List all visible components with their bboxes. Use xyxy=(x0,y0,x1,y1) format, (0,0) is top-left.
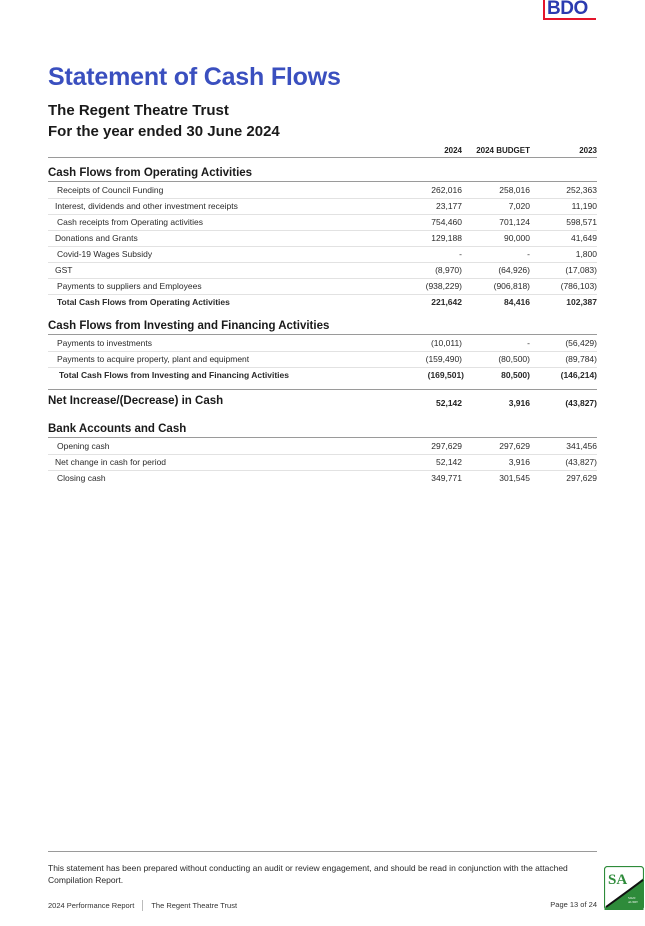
value-budget: 80,500) xyxy=(501,370,530,380)
table-row xyxy=(48,182,597,199)
report-name: 2024 Performance Report xyxy=(48,901,135,910)
table-row xyxy=(48,262,597,279)
net-divider xyxy=(48,389,597,390)
value-budget: - xyxy=(527,338,530,348)
value-budget: (80,500) xyxy=(498,354,530,364)
page-number: Page 13 of 24 xyxy=(550,900,597,909)
value-budget: 301,545 xyxy=(499,473,530,483)
value-2023: (89,784) xyxy=(565,354,597,364)
section-heading-bank: Bank Accounts and Cash xyxy=(48,423,187,435)
reporting-period: For the year ended 30 June 2024 xyxy=(48,123,280,140)
svg-text:AUDIT: AUDIT xyxy=(628,900,638,904)
page-title: Statement of Cash Flows xyxy=(48,63,341,91)
svg-text:SA: SA xyxy=(608,872,628,888)
value-2023: (146,214) xyxy=(560,370,597,380)
row-label: Interest, dividends and other investment receipts xyxy=(55,201,238,211)
row-label: Net change in cash for period xyxy=(55,457,167,467)
value-2024: 52,142 xyxy=(436,398,462,408)
value-2023: 252,363 xyxy=(566,185,597,195)
logo-bar-vertical xyxy=(543,0,545,20)
column-header-2024-budget: 2024 BUDGET xyxy=(476,146,530,155)
value-2024: 262,016 xyxy=(431,185,462,195)
table-row xyxy=(48,335,597,352)
value-budget: 84,416 xyxy=(504,297,530,307)
net-change-label: Net Increase/(Decrease) in Cash xyxy=(48,395,224,407)
value-2023: 297,629 xyxy=(566,473,597,483)
value-2023: 341,456 xyxy=(566,441,597,451)
value-budget: 3,916 xyxy=(508,398,530,408)
table-row xyxy=(48,438,597,455)
value-2024: 52,142 xyxy=(436,457,462,467)
table-row xyxy=(48,278,597,295)
value-2023: (43,827) xyxy=(565,398,597,408)
footer-separator xyxy=(142,900,143,911)
footer-divider xyxy=(48,851,597,852)
total-row-operating xyxy=(48,294,597,310)
row-label: Receipts of Council Funding xyxy=(57,185,164,195)
net-change-row xyxy=(48,395,597,413)
value-2024: 129,188 xyxy=(431,233,462,243)
value-2024: (10,011) xyxy=(430,338,462,348)
header-divider xyxy=(48,157,597,158)
value-2024: (159,490) xyxy=(425,354,462,364)
row-label: Payments to suppliers and Employees xyxy=(57,281,202,291)
row-label: Total Cash Flows from Investing and Financing Activities xyxy=(59,370,290,380)
value-2024: 297,629 xyxy=(431,441,462,451)
row-label: GST xyxy=(55,265,73,275)
value-budget: 701,124 xyxy=(499,217,530,227)
value-2023: 1,800 xyxy=(575,249,597,259)
table-row xyxy=(48,246,597,263)
value-2023: 598,571 xyxy=(566,217,597,227)
value-budget: 258,016 xyxy=(499,185,530,195)
value-budget: 3,916 xyxy=(508,457,530,467)
value-budget: 7,020 xyxy=(508,201,530,211)
value-2024: - xyxy=(459,249,462,259)
value-2023: 41,649 xyxy=(571,233,597,243)
row-label: Closing cash xyxy=(57,473,106,483)
value-budget: 90,000 xyxy=(504,233,530,243)
section-heading-operating: Cash Flows from Operating Activities xyxy=(48,167,253,179)
row-label: Donations and Grants xyxy=(55,233,138,243)
row-label: Total Cash Flows from Operating Activities xyxy=(57,297,230,307)
row-label: Payments to investments xyxy=(57,338,152,348)
sign-audit-badge-icon xyxy=(604,866,644,910)
value-2024: (8,970) xyxy=(435,265,462,275)
row-label: Cash receipts from Operating activities xyxy=(57,217,203,227)
value-2023: (786,103) xyxy=(560,281,597,291)
value-2023: (17,083) xyxy=(565,265,597,275)
disclaimer-text: This statement has been prepared without conducting an audit or review engagement, and should be read in conjunction with the attached Compilation Report. xyxy=(48,863,568,885)
table-row xyxy=(48,351,597,368)
total-row-investing xyxy=(48,367,597,383)
column-header-2024: 2024 xyxy=(444,146,462,155)
table-row xyxy=(48,198,597,215)
value-budget: 297,629 xyxy=(499,441,530,451)
value-2023: 11,190 xyxy=(571,201,597,211)
value-budget: - xyxy=(527,249,530,259)
column-header-2023: 2023 xyxy=(579,146,597,155)
table-row xyxy=(48,454,597,471)
bdo-logo xyxy=(543,0,597,20)
value-2024: 754,460 xyxy=(431,217,462,227)
svg-text:SIGN: SIGN xyxy=(628,896,636,900)
value-budget: (906,818) xyxy=(493,281,530,291)
section-heading-investing: Cash Flows from Investing and Financing Activities xyxy=(48,320,330,332)
row-label: Opening cash xyxy=(57,441,110,451)
table-row xyxy=(48,214,597,231)
logo-text: BDO xyxy=(547,0,588,19)
table-row xyxy=(48,470,597,486)
table-row xyxy=(48,230,597,247)
footer-entity: The Regent Theatre Trust xyxy=(151,901,238,910)
value-2024: (938,229) xyxy=(425,281,462,291)
value-2024: 23,177 xyxy=(436,201,462,211)
footer xyxy=(48,900,237,911)
row-label: Covid-19 Wages Subsidy xyxy=(57,249,153,259)
value-2023: (56,429) xyxy=(565,338,597,348)
value-2024: (169,501) xyxy=(427,370,464,380)
value-2024: 349,771 xyxy=(431,473,462,483)
value-2024: 221,642 xyxy=(431,297,462,307)
value-2023: 102,387 xyxy=(566,297,597,307)
row-label: Payments to acquire property, plant and equipment xyxy=(57,354,250,364)
value-budget: (64,926) xyxy=(498,265,530,275)
entity-name: The Regent Theatre Trust xyxy=(48,102,229,119)
value-2023: (43,827) xyxy=(565,457,597,467)
